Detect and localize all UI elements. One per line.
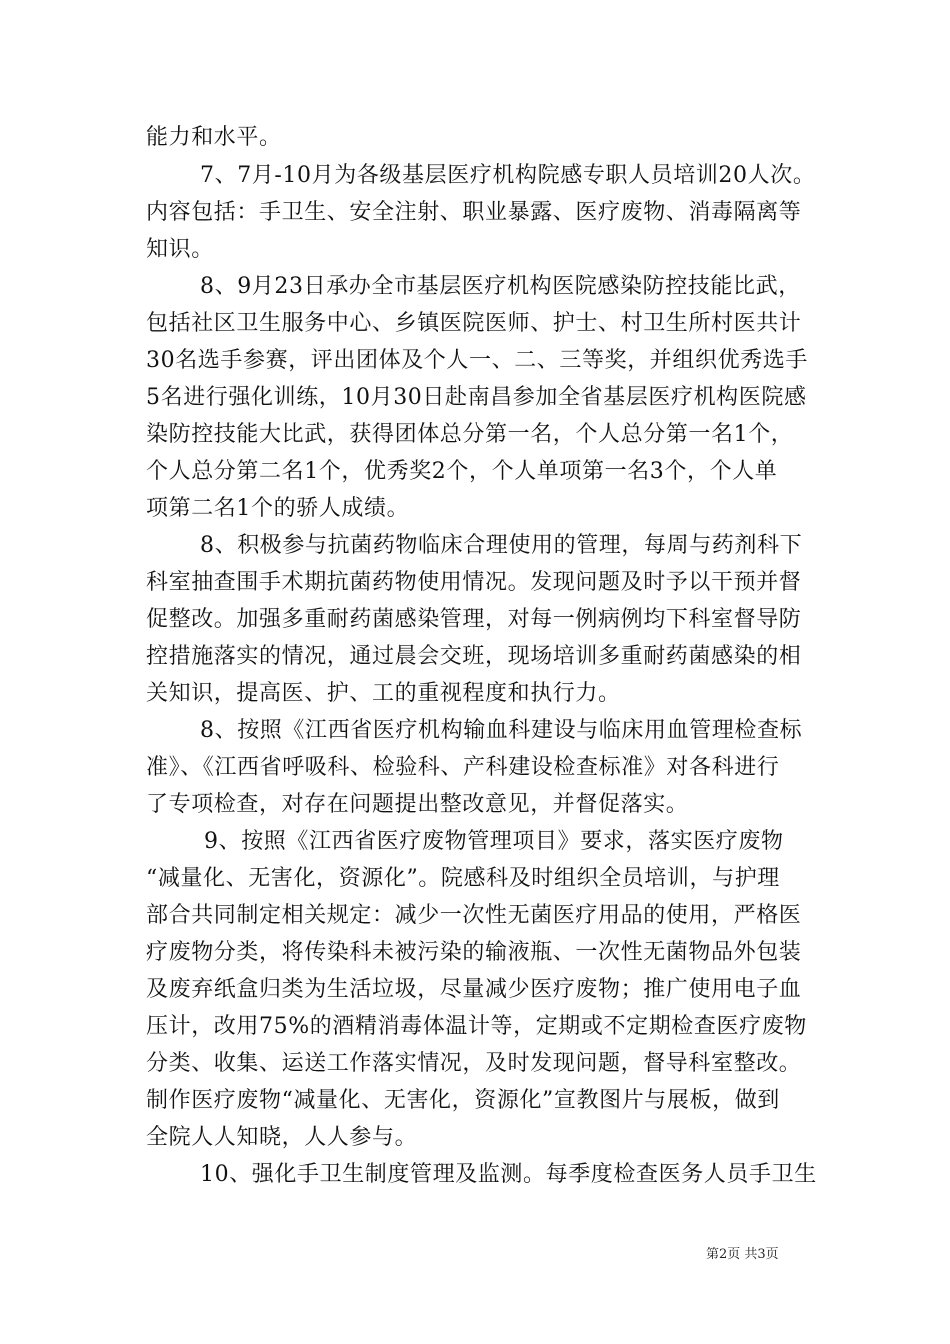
text-line: 染防控技能大比武，获得团体总分第一名，个人总分第一名1个， [146, 422, 794, 447]
text-line: 促整改。加强多重耐药菌感染管理，对每一例病例均下科室督导防 [146, 607, 802, 632]
text-line: 部合共同制定相关规定：减少一次性无菌医疗用品的使用，严格医 [146, 903, 802, 928]
text-line: 5名进行强化训练，10月30日赴南昌参加全省基层医疗机构医院感 [146, 385, 807, 410]
text-line: 10、强化手卫生制度管理及监测。每季度检查医务人员手卫生 [200, 1162, 817, 1187]
page-number: 第2页 共3页 [706, 1247, 779, 1262]
text-line: 知识。 [146, 237, 214, 262]
text-line: 制作医疗废物“减量化、无害化，资源化”宣教图片与展板，做到 [146, 1088, 780, 1113]
text-line: 了专项检查，对存在问题提出整改意见，并督促落实。 [146, 792, 689, 817]
text-line: 9、按照《江西省医疗废物管理项目》要求，落实医疗废物 [204, 829, 784, 854]
text-line: 个人总分第二名1个，优秀奖2个，个人单项第一名3个，个人单 [146, 459, 778, 484]
text-line: 项第二名1个的骄人成绩。 [146, 496, 410, 521]
text-line: “减量化、无害化，资源化”。院感科及时组织全员培训，与护理 [146, 866, 780, 891]
text-line: 8、按照《江西省医疗机构输血科建设与临床用血管理检查标 [200, 718, 803, 743]
text-line: 及废弃纸盒归类为生活垃圾，尽量减少医疗废物；推广使用电子血 [146, 977, 802, 1002]
text-line: 压计，改用75%的酒精消毒体温计等，定期或不定期检查医疗废物 [146, 1014, 807, 1039]
text-line: 科室抽查围手术期抗菌药物使用情况。发现问题及时予以干预并督 [146, 570, 802, 595]
text-line: 7、7月-10月为各级基层医疗机构院感专职人员培训20人次。 [200, 163, 816, 188]
text-line: 全院人人知晓，人人参与。 [146, 1125, 418, 1150]
text-line: 疗废物分类，将传染科未被污染的输液瓶、一次性无菌物品外包装 [146, 940, 802, 965]
text-line: 8、积极参与抗菌药物临床合理使用的管理，每周与药剂科下 [200, 533, 803, 558]
text-line: 30名选手参赛，评出团体及个人一、二、三等奖，并组织优秀选手 [146, 348, 808, 373]
text-line: 准》、《江西省呼吸科、检验科、产科建设检查标准》对各科进行 [146, 755, 780, 780]
text-line: 控措施落实的情况，通过晨会交班，现场培训多重耐药菌感染的相 [146, 644, 802, 669]
text-line: 包括社区卫生服务中心、乡镇医院医师、护士、村卫生所村医共计 [146, 311, 802, 336]
text-line: 能力和水平。 [146, 125, 282, 150]
text-line: 内容包括：手卫生、安全注射、职业暴露、医疗废物、消毒隔离等 [146, 200, 802, 225]
text-line: 分类、收集、运送工作落实情况，及时发现问题，督导科室整改。 [146, 1051, 802, 1076]
text-line: 8、9月23日承办全市基层医疗机构医院感染防控技能比武， [200, 274, 801, 299]
text-line: 关知识，提高医、护、工的重视程度和执行力。 [146, 681, 621, 706]
